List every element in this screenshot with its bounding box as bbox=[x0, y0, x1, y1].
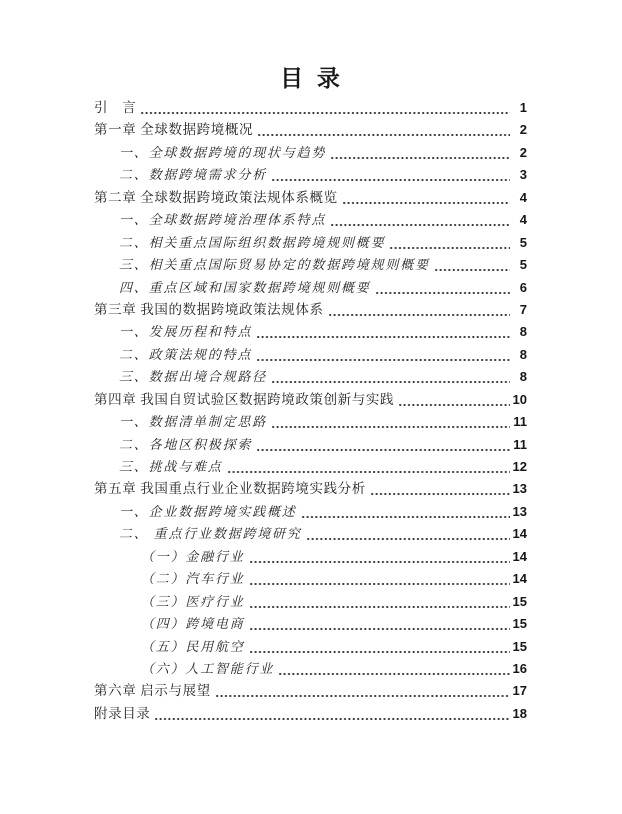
toc-entry bbox=[94, 546, 527, 568]
dot-leader bbox=[256, 344, 510, 366]
toc-entry-page-number: 8 bbox=[519, 346, 527, 362]
toc-entry-page-number: 11 bbox=[513, 436, 527, 452]
toc-entry bbox=[94, 164, 527, 186]
toc-entry-label: 三、挑战与难点 bbox=[119, 459, 223, 474]
toc-entry bbox=[94, 568, 527, 590]
toc-entry-label: 第五章 我国重点行业企业数据跨境实践分析 bbox=[94, 481, 366, 497]
toc-entry bbox=[94, 119, 527, 141]
dot-leader bbox=[140, 97, 510, 119]
toc-list bbox=[94, 97, 527, 725]
toc-entry-label: 引 言 bbox=[94, 100, 137, 115]
dot-leader bbox=[257, 119, 510, 141]
toc-entry bbox=[94, 299, 527, 321]
dot-leader bbox=[301, 501, 510, 523]
dot-leader bbox=[370, 478, 510, 500]
toc-entry-page-number: 15 bbox=[512, 616, 527, 632]
toc-entry-label: （六）人工智能行业 bbox=[141, 660, 275, 676]
dot-leader bbox=[256, 434, 510, 456]
toc-entry-label: 二、数据跨境需求分析 bbox=[119, 167, 268, 183]
toc-entry-label: 附录目录 bbox=[94, 705, 151, 721]
dot-leader bbox=[227, 456, 510, 478]
toc-entry-label: 二、相关重点国际组织数据跨境规则概要 bbox=[119, 234, 386, 250]
toc-entry-page-number: 3 bbox=[519, 167, 527, 183]
toc-entry-label: （三）医疗行业 bbox=[141, 593, 245, 609]
toc-entry-page-number: 8 bbox=[519, 324, 527, 340]
dot-leader bbox=[154, 703, 509, 725]
toc-entry-page-number: 12 bbox=[512, 459, 527, 474]
toc-entry bbox=[94, 411, 527, 433]
toc-entry bbox=[94, 209, 527, 231]
dot-leader bbox=[249, 568, 510, 590]
toc-entry-page-number: 2 bbox=[519, 122, 527, 138]
toc-entry-label: （一）金融行业 bbox=[141, 548, 245, 564]
toc-entry bbox=[94, 254, 527, 276]
toc-entry-label: 二、各地区积极探索 bbox=[119, 436, 253, 452]
dot-leader bbox=[249, 636, 510, 658]
toc-entry-page-number: 4 bbox=[519, 189, 527, 205]
toc-entry-page-number: 15 bbox=[512, 638, 527, 654]
toc-entry bbox=[94, 703, 527, 725]
toc-entry-label: 二、政策法规的特点 bbox=[119, 346, 253, 362]
toc-entry bbox=[94, 321, 527, 343]
toc-title: 目 录 bbox=[280, 66, 341, 91]
toc-entry-page-number: 13 bbox=[512, 481, 527, 497]
dot-leader bbox=[271, 366, 510, 388]
toc-entry-label: 一、全球数据跨境的现状与趋势 bbox=[119, 144, 327, 160]
dot-leader bbox=[249, 591, 510, 613]
toc-entry bbox=[94, 523, 527, 545]
toc-entry-page-number: 14 bbox=[512, 526, 527, 542]
toc-entry-page-number: 18 bbox=[512, 705, 527, 721]
toc-entry bbox=[94, 142, 527, 164]
toc-entry bbox=[94, 232, 527, 254]
dot-leader bbox=[398, 389, 509, 411]
toc-entry-label: 第四章 我国自贸试验区数据跨境政策创新与实践 bbox=[94, 391, 395, 407]
dot-leader bbox=[249, 546, 510, 568]
toc-entry bbox=[94, 277, 527, 299]
toc-entry-label: 第三章 我国的数据跨境政策法规体系 bbox=[94, 301, 324, 317]
dot-leader bbox=[330, 142, 510, 164]
toc-entry-page-number: 15 bbox=[512, 593, 527, 609]
toc-entry-page-number: 7 bbox=[519, 301, 527, 317]
toc-entry-label: 二、 重点行业数据跨境研究 bbox=[119, 526, 302, 542]
dot-leader bbox=[215, 680, 510, 702]
toc-entry-page-number: 14 bbox=[512, 571, 527, 587]
toc-entry bbox=[94, 613, 527, 635]
toc-entry bbox=[94, 456, 527, 478]
toc-entry-page-number: 14 bbox=[512, 548, 527, 564]
toc-entry bbox=[94, 187, 527, 209]
dot-leader bbox=[256, 321, 510, 343]
toc-entry bbox=[94, 658, 527, 680]
toc-entry-page-number: 10 bbox=[512, 391, 527, 407]
toc-entry bbox=[94, 389, 527, 411]
toc-entry-label: 第六章 启示与展望 bbox=[94, 683, 211, 699]
dot-leader bbox=[249, 613, 510, 635]
dot-leader bbox=[342, 187, 510, 209]
toc-entry-label: 三、相关重点国际贸易协定的数据跨境规则概要 bbox=[119, 257, 430, 273]
dot-leader bbox=[330, 209, 510, 231]
toc-entry-page-number: 4 bbox=[519, 212, 527, 228]
toc-entry-label: （二）汽车行业 bbox=[141, 571, 245, 587]
toc-entry-page-number: 5 bbox=[519, 234, 527, 250]
toc-entry-label: 第一章 全球数据跨境概况 bbox=[94, 122, 254, 138]
toc-entry bbox=[94, 97, 527, 119]
toc-entry-page-number: 1 bbox=[519, 100, 527, 115]
dot-leader bbox=[434, 254, 510, 276]
toc-entry-label: （五）民用航空 bbox=[141, 638, 245, 654]
toc-entry-label: 第二章 全球数据跨境政策法规体系概览 bbox=[94, 189, 338, 205]
toc-entry bbox=[94, 344, 527, 366]
toc-entry bbox=[94, 680, 527, 702]
dot-leader bbox=[271, 164, 510, 186]
toc-entry-label: 三、数据出境合规路径 bbox=[119, 369, 268, 385]
toc-entry-page-number: 13 bbox=[512, 503, 527, 519]
toc-entry-page-number: 17 bbox=[512, 683, 527, 699]
dot-leader bbox=[375, 277, 510, 299]
toc-entry-label: 四、重点区域和国家数据跨境规则概要 bbox=[119, 279, 371, 295]
toc-entry bbox=[94, 366, 527, 388]
dot-leader bbox=[271, 411, 510, 433]
toc-entry-page-number: 2 bbox=[519, 144, 527, 160]
dot-leader bbox=[306, 523, 510, 545]
dot-leader bbox=[278, 658, 509, 680]
toc-entry-page-number: 16 bbox=[512, 660, 527, 676]
dot-leader bbox=[389, 232, 510, 254]
toc-entry bbox=[94, 478, 527, 500]
toc-entry-page-number: 8 bbox=[519, 369, 527, 385]
toc-entry-label: 一、全球数据跨境治理体系特点 bbox=[119, 212, 327, 228]
toc-entry-label: 一、企业数据跨境实践概述 bbox=[119, 503, 297, 519]
toc-entry-label: 一、数据清单制定思路 bbox=[119, 414, 268, 430]
toc-entry bbox=[94, 501, 527, 523]
toc-entry-page-number: 6 bbox=[519, 279, 527, 295]
toc-entry-label: 一、发展历程和特点 bbox=[119, 324, 253, 340]
toc-entry bbox=[94, 591, 527, 613]
toc-entry-label: （四）跨境电商 bbox=[141, 616, 245, 632]
dot-leader bbox=[328, 299, 510, 321]
toc-entry bbox=[94, 434, 527, 456]
toc-entry-page-number: 5 bbox=[519, 257, 527, 273]
toc-entry bbox=[94, 636, 527, 658]
toc-entry-page-number: 11 bbox=[513, 414, 527, 430]
